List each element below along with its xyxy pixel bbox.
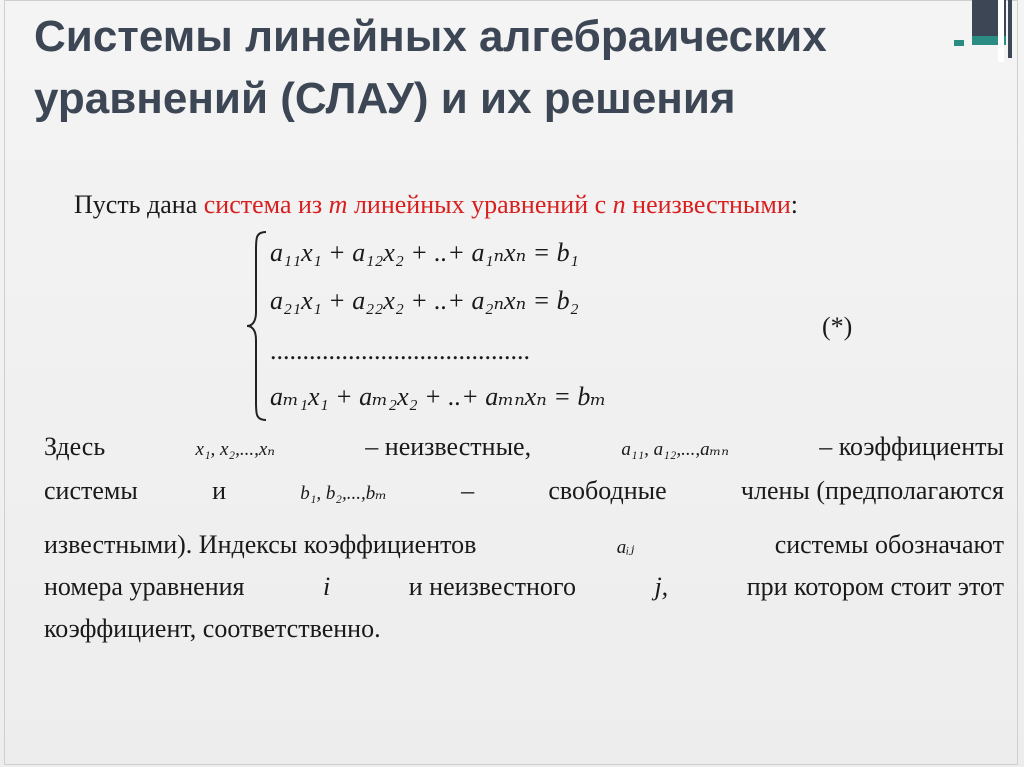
equation-2: a₂₁x₁ + a₂₂x₂ + ..+ a₂ₙxₙ = b₂ xyxy=(270,286,579,315)
word-sistemy: системы xyxy=(44,476,138,505)
paragraph-line-5: коэффициент, соответственно. xyxy=(44,614,381,643)
left-brace-icon xyxy=(244,228,270,424)
unknown-text: и неизвестного xyxy=(408,572,576,601)
paragraph-line-3 xyxy=(44,530,1004,560)
unknowns-label: – неизвестные, xyxy=(365,432,532,461)
dash: – xyxy=(461,476,475,505)
free-terms-formula: b₁, b₂,...,bₘ xyxy=(300,483,387,504)
paragraph-line-4 xyxy=(44,572,1004,602)
title-line-1: Системы линейных алгебраических xyxy=(34,12,827,61)
equation-system xyxy=(244,228,684,424)
aij-formula: aᵢⱼ xyxy=(616,537,635,558)
equation-ellipsis: ........................................ xyxy=(270,336,530,365)
coefficients-formula: a₁₁, a₁₂,...,aₘₙ xyxy=(621,439,729,460)
intro-red-3: неизвестными xyxy=(625,190,791,219)
corner-decoration xyxy=(952,0,1018,62)
unknowns-formula: x₁, x₂,...,xₙ xyxy=(195,439,275,460)
paragraph-line-1 xyxy=(44,432,1004,462)
paragraph-line-2 xyxy=(44,476,1004,506)
slide-title xyxy=(34,6,934,130)
index-j: j, xyxy=(654,572,669,601)
word-i: и xyxy=(212,476,226,505)
intro-sentence xyxy=(74,190,798,220)
index-i: i xyxy=(323,572,331,601)
intro-prefix: Пусть дана xyxy=(74,190,204,219)
equation-number-text: номера уравнения xyxy=(44,572,245,601)
word-svobodnye: свободные xyxy=(548,476,667,505)
intro-m: m xyxy=(328,190,348,219)
equation-1: a₁₁x₁ + a₁₂x₂ + ..+ a₁ₙxₙ = b₁ xyxy=(270,238,579,267)
word-zdes: Здесь xyxy=(44,432,106,461)
title-line-2: уравнений (СЛАУ) и их решения xyxy=(34,74,736,123)
intro-red-1: система из xyxy=(203,190,329,219)
intro-suffix: : xyxy=(790,190,798,219)
denote-text: системы обозначают xyxy=(774,530,1004,559)
word-chleny: члены (предполагаются xyxy=(740,476,1004,505)
coefficients-label: – коэффициенты xyxy=(819,432,1004,461)
intro-n: n xyxy=(612,190,626,219)
equation-m: aₘ₁x₁ + aₘ₂x₂ + ..+ aₘₙxₙ = bₘ xyxy=(270,382,607,411)
indices-text: известными). Индексы коэффициентов xyxy=(44,530,477,559)
explanation-paragraph xyxy=(44,432,1004,652)
intro-red-2: линейных уравнений с xyxy=(347,190,613,219)
stands-text: при котором стоит этот xyxy=(746,572,1004,601)
system-label: (*) xyxy=(822,312,853,341)
